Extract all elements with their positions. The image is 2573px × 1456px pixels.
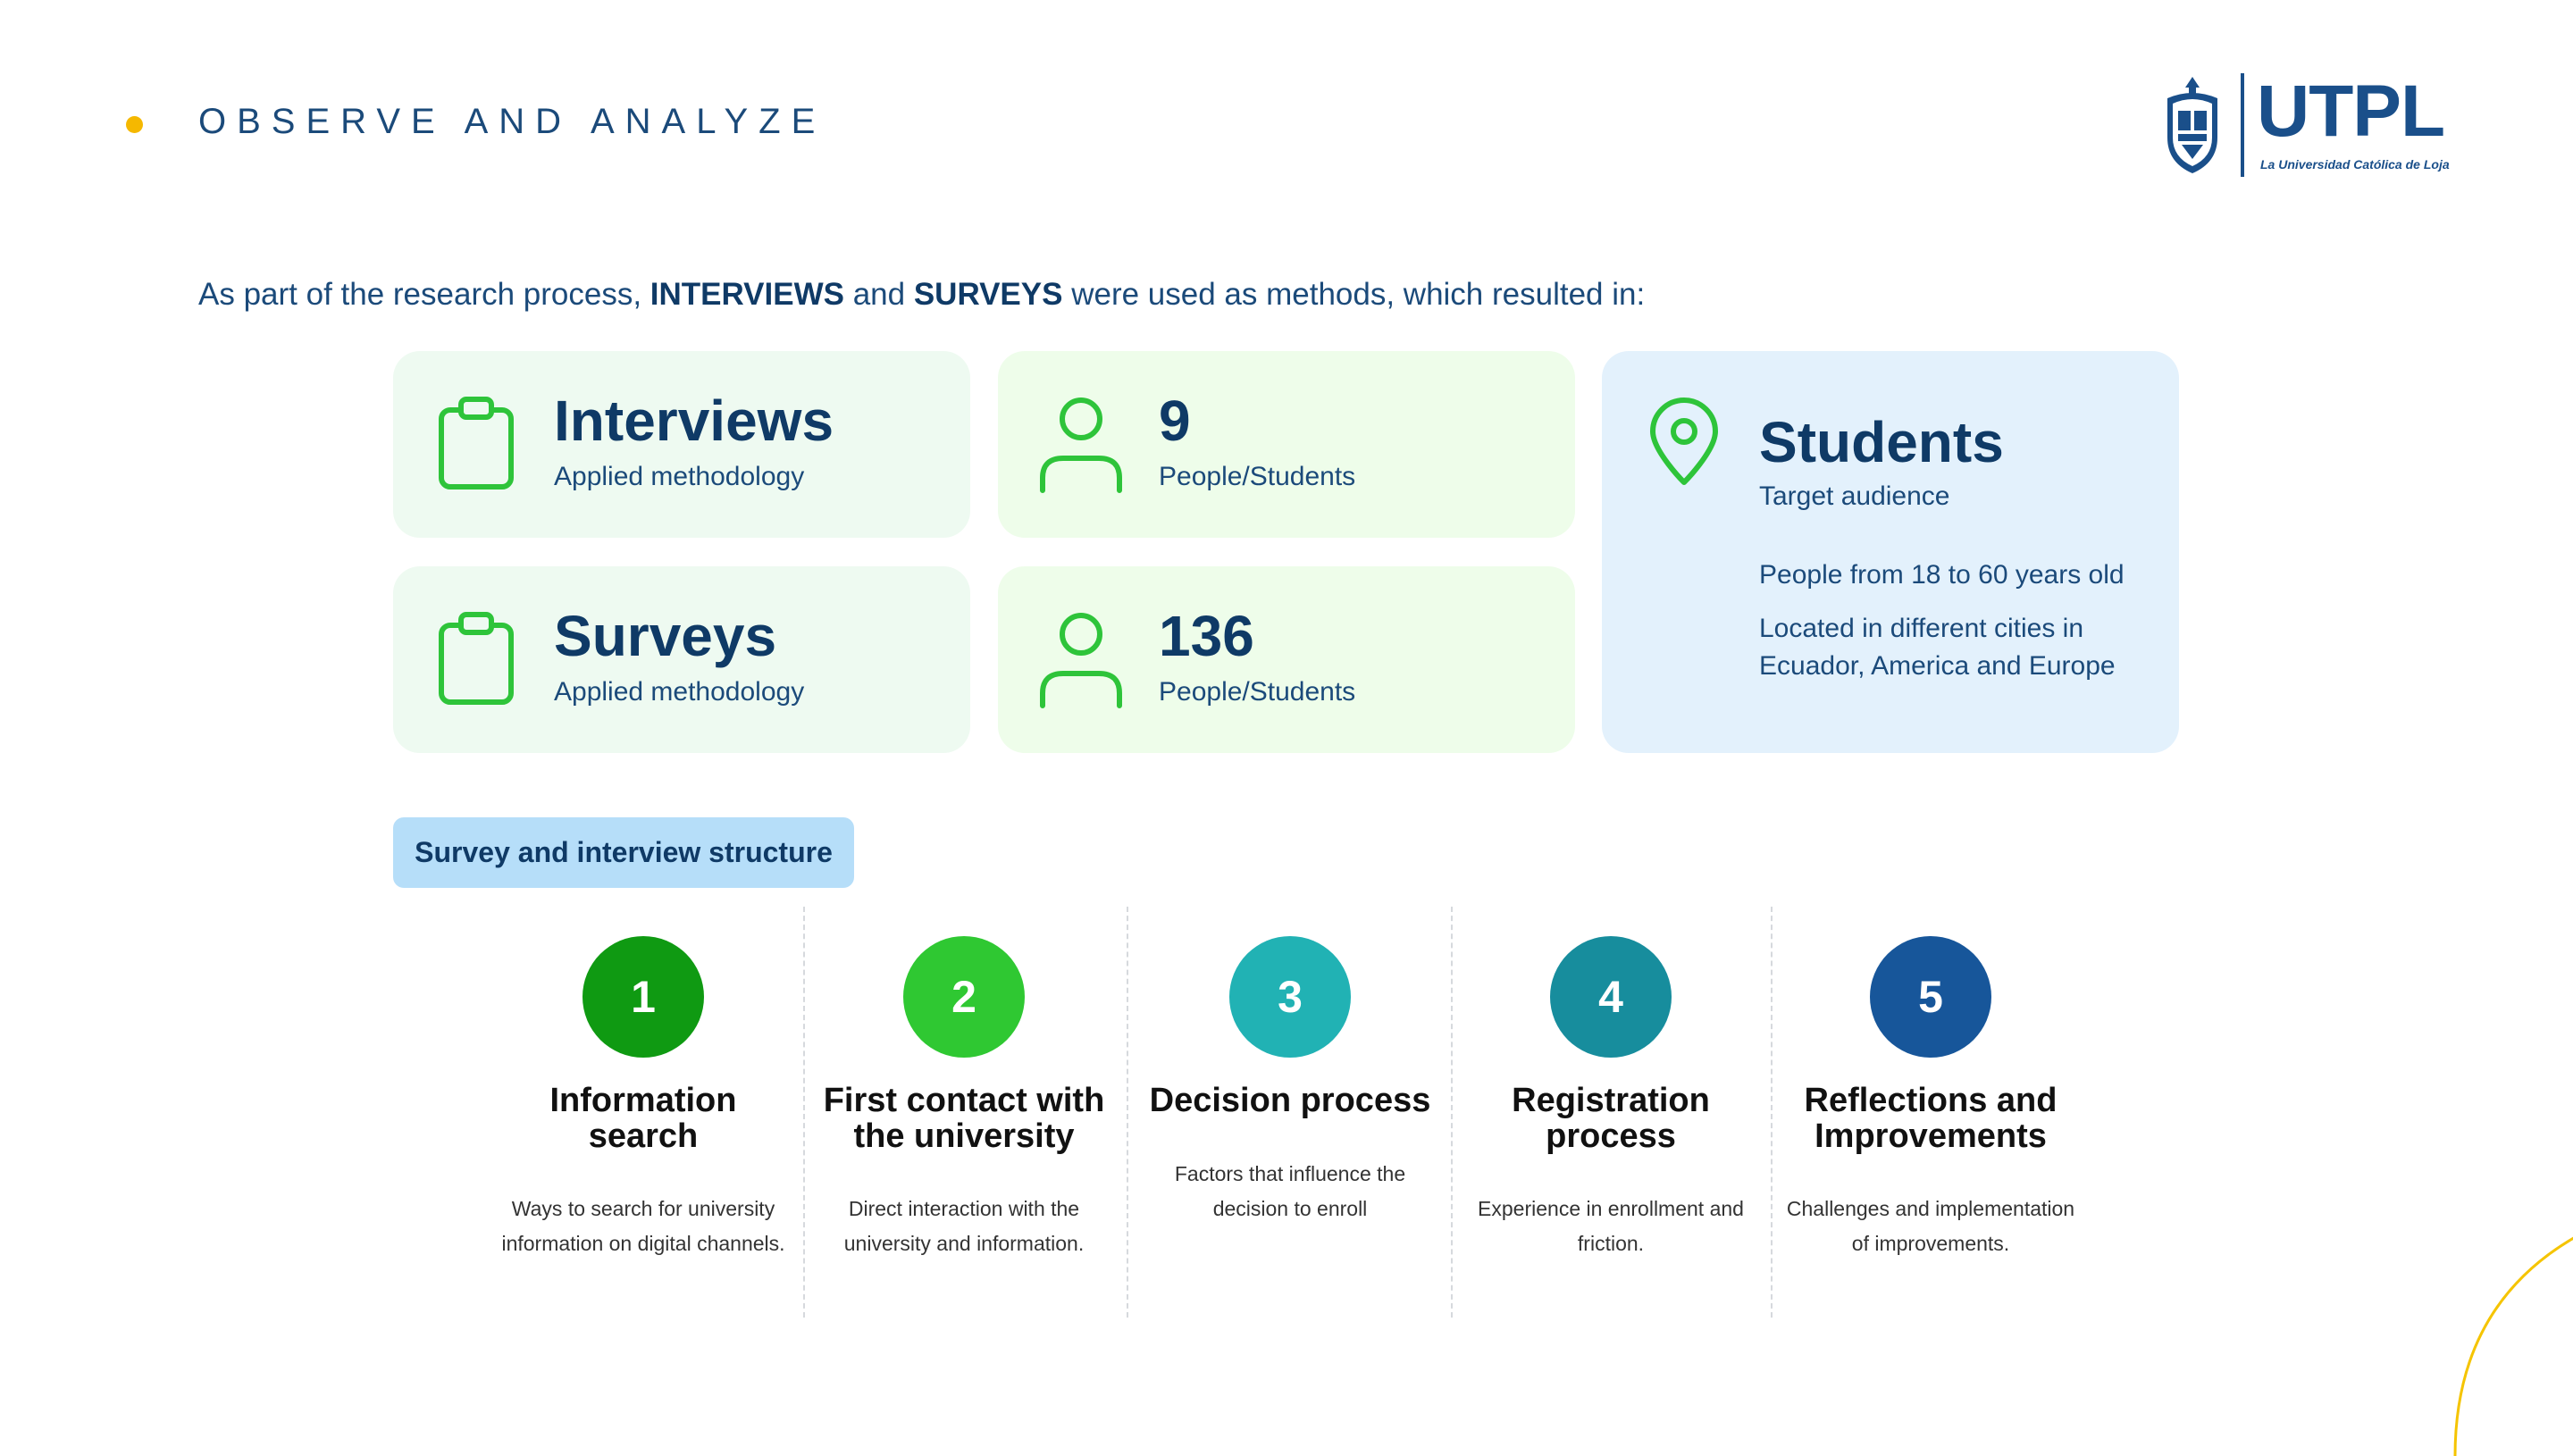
step-desc-line2: university and information. — [843, 1232, 1085, 1255]
step-desc-line2: information on digital channels. — [501, 1232, 785, 1255]
step-title — [1138, 1083, 1442, 1118]
section-title: OBSERVE AND ANALYZE — [198, 102, 826, 141]
structure-tag: Survey and interview structure — [393, 817, 854, 888]
step-title-line1: Reflections and — [1804, 1082, 2058, 1119]
intro-emph-interviews: INTERVIEWS — [650, 277, 844, 312]
surveys-title: Surveys — [554, 604, 777, 668]
step-title-line1: Information — [549, 1082, 737, 1119]
intro-middle: and — [843, 277, 914, 312]
step-desc-line1: Challenges and implementation — [1786, 1197, 2075, 1220]
step-title-line2: the university — [853, 1117, 1075, 1155]
step-title-line1: Registration — [1512, 1082, 1710, 1119]
survey-count-value: 136 — [1159, 604, 1254, 668]
clipboard-icon — [438, 609, 518, 707]
step-title — [812, 1083, 1116, 1154]
step-title-line2: Improvements — [1815, 1117, 2047, 1155]
step-desc-line1: Ways to search for university — [511, 1197, 775, 1220]
step-title-line2: search — [588, 1117, 699, 1155]
audience-subtitle: Target audience — [1759, 481, 1950, 511]
step-desc-line2: of improvements. — [1851, 1232, 2010, 1255]
step-divider — [803, 907, 805, 1318]
step-number-circle: 2 — [903, 936, 1025, 1058]
interview-count-card — [998, 351, 1575, 538]
survey-count-subtitle: People/Students — [1159, 677, 1356, 707]
interviews-title: Interviews — [554, 389, 834, 453]
utpl-logo — [2160, 71, 2450, 180]
step-title — [1779, 1083, 2083, 1154]
step-title-line1: Decision process — [1149, 1082, 1431, 1119]
step-desc-line1: Direct interaction with the — [848, 1197, 1080, 1220]
step-description — [1779, 1192, 2083, 1261]
surveys-card — [393, 566, 970, 753]
step-divider — [1771, 907, 1773, 1318]
step-description — [1138, 1157, 1442, 1226]
person-icon — [1038, 611, 1124, 709]
audience-location-line2: Ecuador, America and Europe — [1759, 651, 2116, 681]
interviews-subtitle: Applied methodology — [554, 462, 805, 491]
logo-tagline: La Universidad Católica de Loja — [2260, 157, 2450, 172]
location-pin-icon — [1648, 397, 1720, 487]
bullet-dot — [126, 116, 143, 133]
survey-count-card — [998, 566, 1575, 753]
decorative-arc — [2448, 1188, 2573, 1456]
interview-count-value: 9 — [1159, 389, 1191, 453]
audience-location-line1: Located in different cities in — [1759, 614, 2084, 643]
step-description — [1459, 1192, 1763, 1261]
step-desc-line2: friction. — [1577, 1232, 1645, 1255]
audience-age: People from 18 to 60 years old — [1759, 560, 2125, 590]
step-number-circle: 3 — [1229, 936, 1351, 1058]
interviews-card — [393, 351, 970, 538]
surveys-subtitle: Applied methodology — [554, 677, 805, 707]
step-divider — [1451, 907, 1453, 1318]
step-description — [491, 1192, 795, 1261]
step-number-circle: 4 — [1550, 936, 1672, 1058]
intro-text — [198, 277, 1645, 313]
step-divider — [1127, 907, 1128, 1318]
person-icon — [1038, 396, 1124, 494]
step-title-line2: process — [1546, 1117, 1676, 1155]
intro-prefix: As part of the research process, — [198, 277, 650, 312]
step-number-circle: 5 — [1870, 936, 1991, 1058]
step-title — [491, 1083, 795, 1154]
intro-suffix: were used as methods, which resulted in: — [1062, 277, 1646, 312]
step-desc-line2: decision to enroll — [1212, 1197, 1368, 1220]
step-description — [812, 1192, 1116, 1261]
clipboard-icon — [438, 394, 518, 492]
logo-wordmark: UTPL — [2257, 71, 2445, 152]
audience-title: Students — [1759, 410, 2004, 474]
step-title-line1: First contact with — [823, 1082, 1105, 1119]
interview-count-subtitle: People/Students — [1159, 462, 1356, 491]
step-desc-line1: Experience in enrollment and — [1478, 1197, 1744, 1220]
audience-card — [1602, 351, 2179, 753]
crest-icon — [2160, 75, 2225, 175]
step-number-circle: 1 — [582, 936, 704, 1058]
step-desc-line1: Factors that influence the — [1174, 1162, 1406, 1185]
intro-emph-surveys: SURVEYS — [913, 277, 1063, 312]
logo-divider — [2241, 73, 2244, 177]
step-title — [1459, 1083, 1763, 1154]
